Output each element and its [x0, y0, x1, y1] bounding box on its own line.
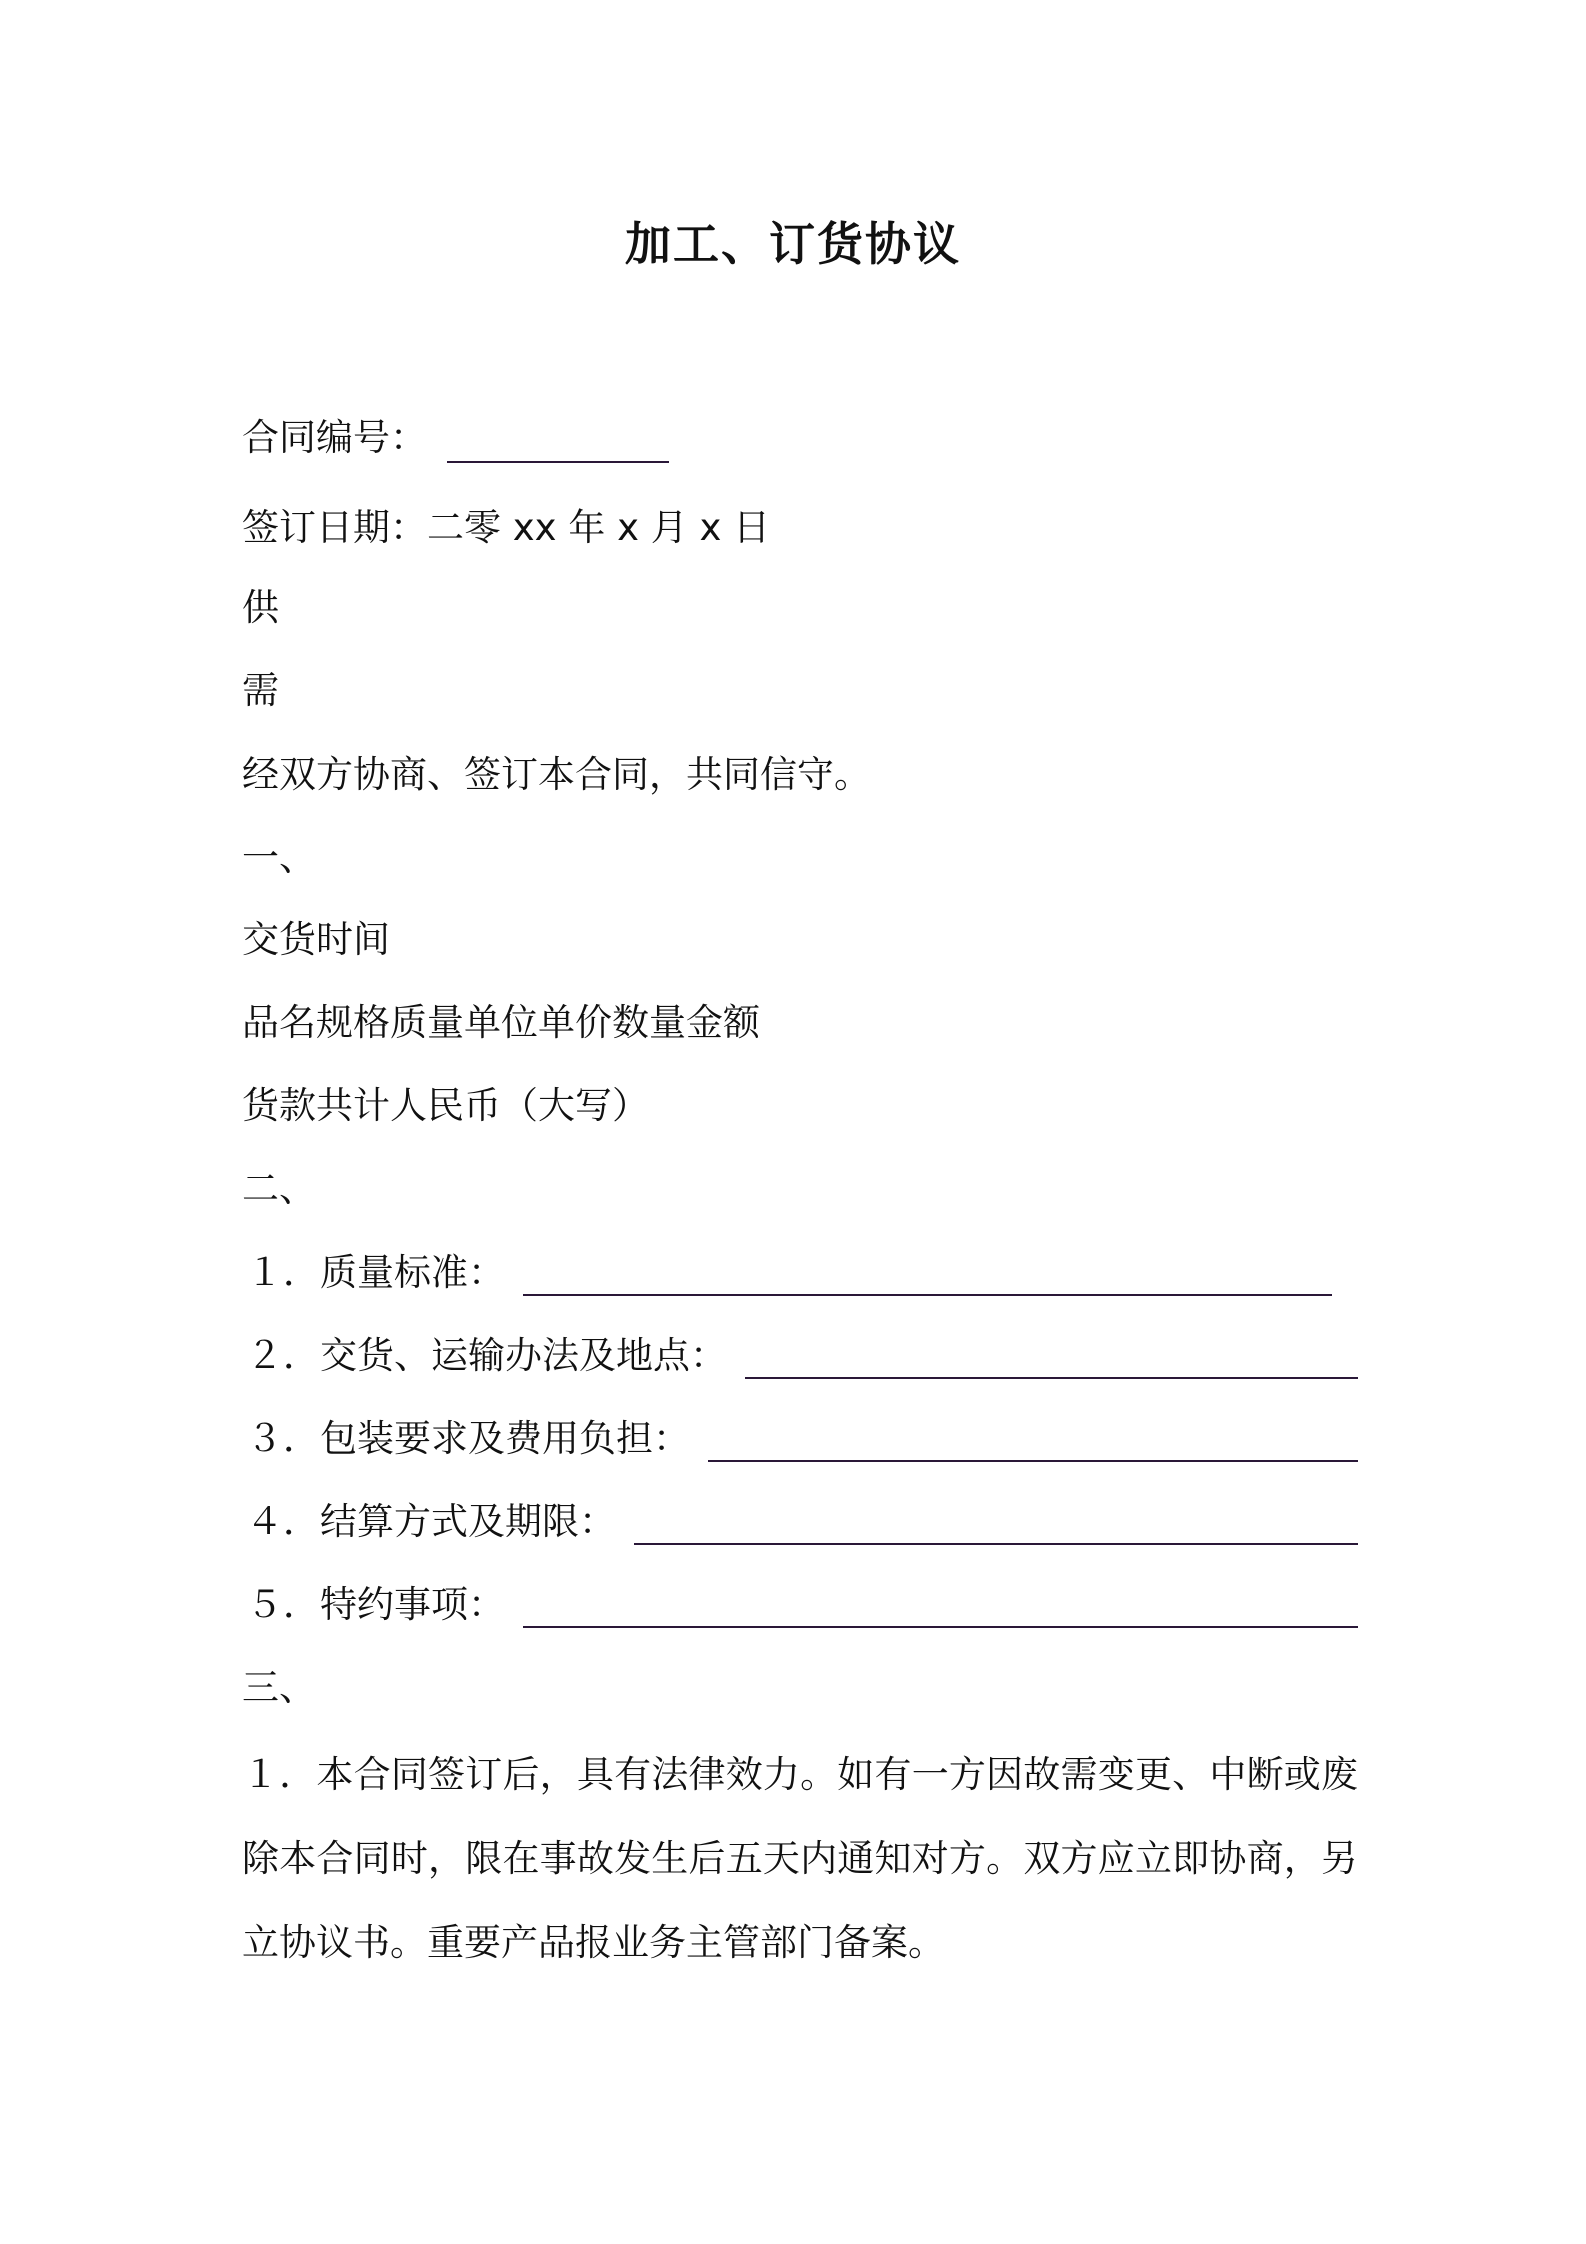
- term-label: １．质量标准：: [246, 1251, 505, 1294]
- term-quality-standard: [246, 1248, 1332, 1298]
- buyer-label: 需: [242, 669, 279, 712]
- term-blank[interactable]: [523, 1254, 1332, 1296]
- term-blank[interactable]: [708, 1420, 1358, 1462]
- term-blank[interactable]: [745, 1337, 1358, 1379]
- item-columns-line: 品名规格质量单位单价数量金额: [242, 1001, 760, 1044]
- term-delivery-transport: [246, 1331, 1358, 1381]
- term-blank[interactable]: [523, 1586, 1358, 1628]
- delivery-time-label: 交货时间: [242, 918, 390, 961]
- term-packaging: [246, 1414, 1358, 1464]
- intro-text: 经双方协商、签订本合同，共同信守。: [242, 753, 871, 796]
- term-label: ２．交货、运输办法及地点：: [246, 1334, 727, 1377]
- term-label: ５．特约事项：: [246, 1583, 505, 1626]
- contract-number-blank[interactable]: [447, 425, 669, 463]
- term-label: ３．包装要求及费用负担：: [246, 1417, 690, 1460]
- section-two-heading: 二、: [242, 1167, 316, 1210]
- contract-number-label: 合同编号：: [242, 416, 427, 459]
- term-blank[interactable]: [634, 1503, 1358, 1545]
- term-settlement: [246, 1497, 1358, 1547]
- supplier-label: 供: [242, 586, 279, 629]
- sign-date: 签订日期：二零 xx 年 x 月 x 日: [242, 506, 771, 549]
- contract-number-line: [242, 413, 669, 463]
- term-special-items: [246, 1580, 1358, 1630]
- section-three-heading: 三、: [242, 1666, 316, 1709]
- total-payment-line: 货款共计人民币（大写）: [242, 1084, 649, 1127]
- term-label: ４．结算方式及期限：: [246, 1500, 616, 1543]
- section-one-heading: 一、: [242, 836, 316, 879]
- document-title: 加工、订货协议: [625, 217, 961, 271]
- clause-three-1: １．本合同签订后，具有法律效力。如有一方因故需变更、中断或废除本合同时，限在事故发生后五天内通知对方。双方应立即协商，另立协议书。重要产品报业务主管部门备案。: [242, 1753, 1358, 1964]
